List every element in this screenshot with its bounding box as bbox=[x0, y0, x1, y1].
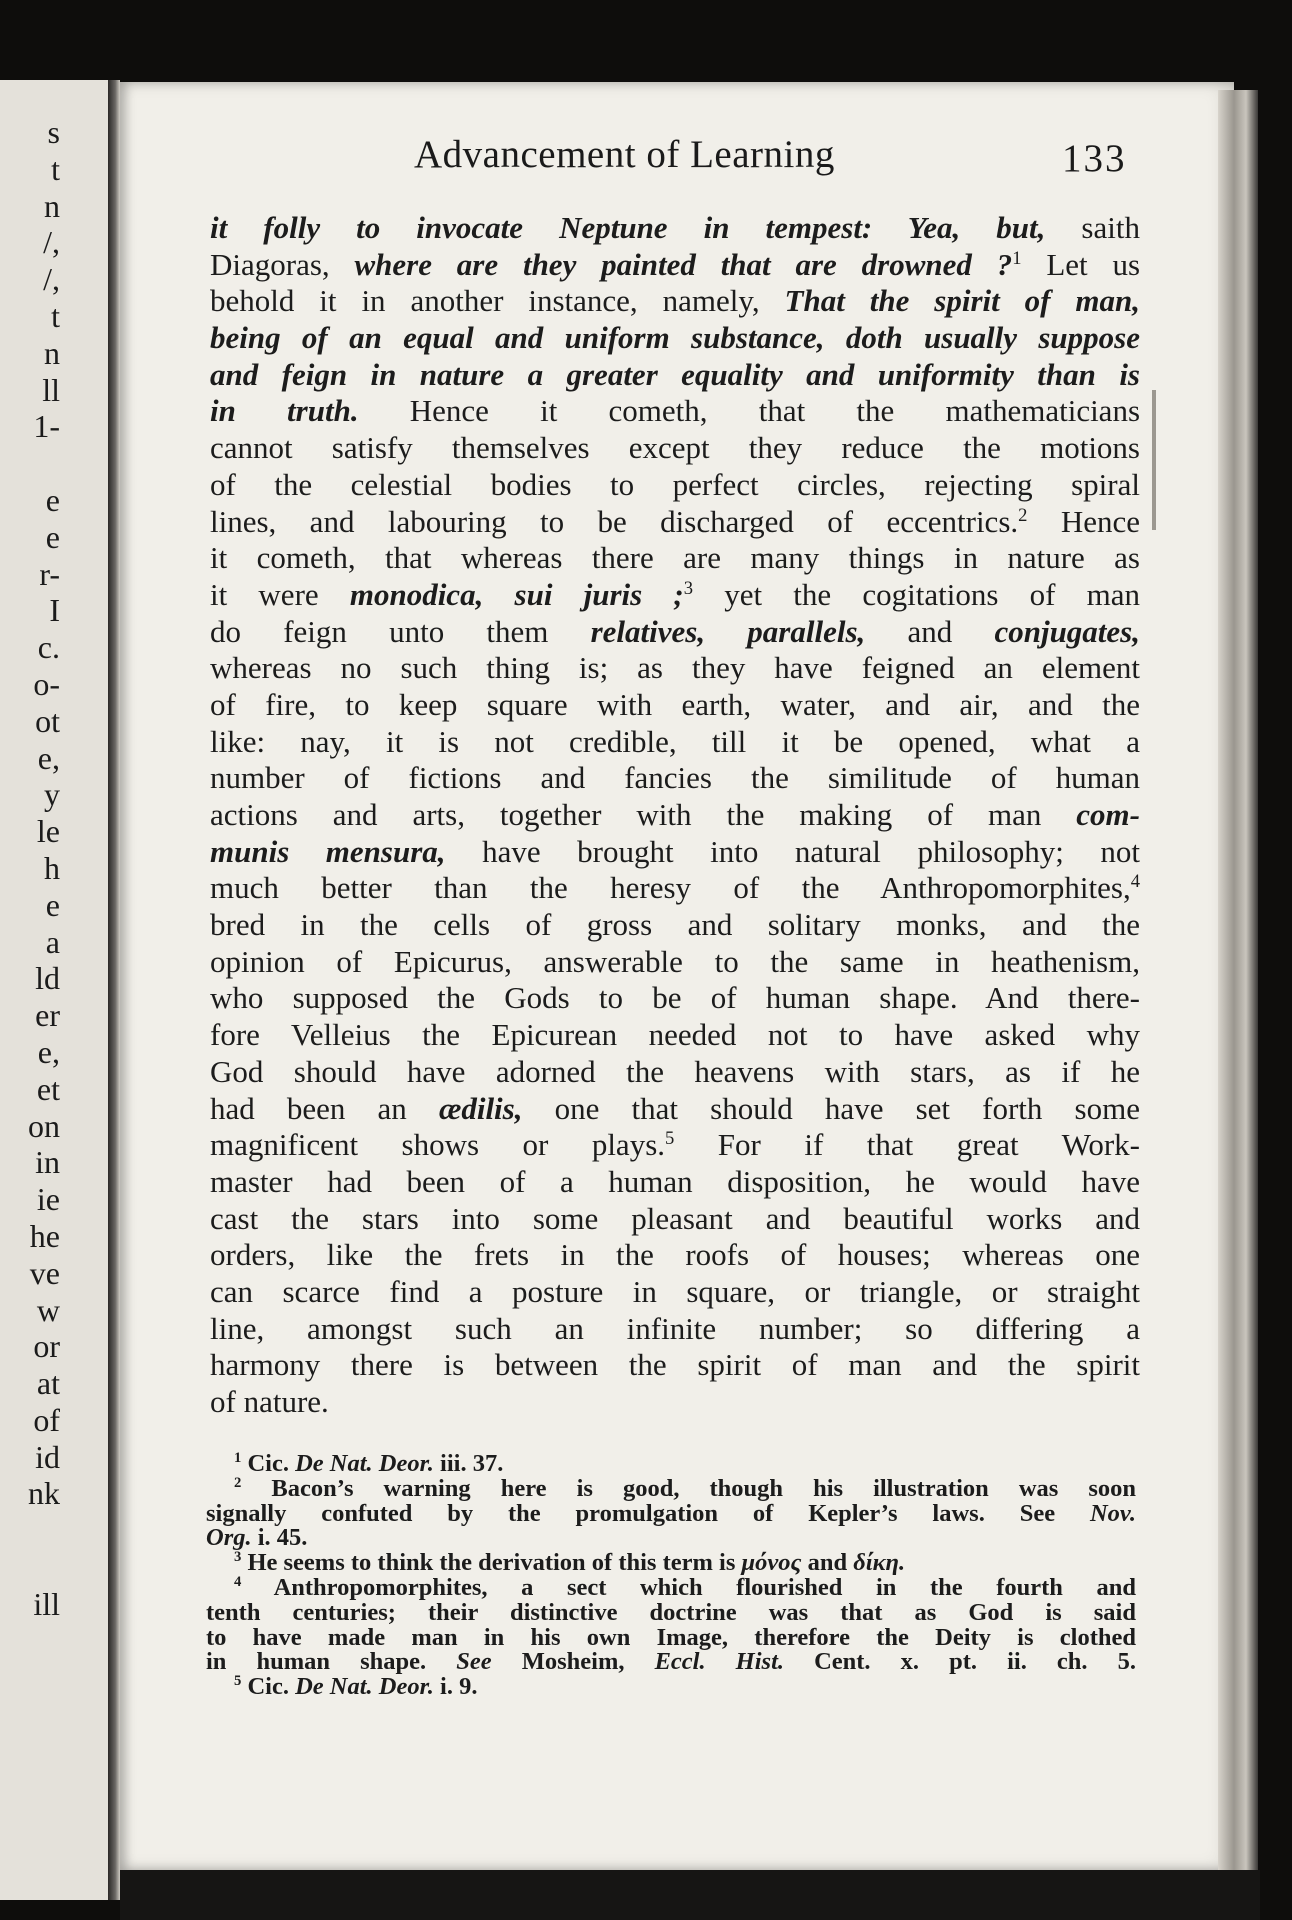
text-run: com- bbox=[1076, 797, 1140, 832]
text-line bbox=[210, 247, 1140, 284]
text-run: signally confuted by the promulgation of Kepler’s laws. See bbox=[206, 1501, 1090, 1527]
facing-page-line-fragment: s bbox=[47, 114, 60, 150]
text-line bbox=[210, 540, 1140, 577]
facing-page-line-fragment: /, bbox=[43, 261, 60, 298]
text-line bbox=[210, 944, 1140, 981]
facing-page-text-fragments bbox=[0, 114, 60, 1623]
facing-page-line-fragment: n bbox=[44, 187, 60, 224]
facing-page-line-fragment: at bbox=[36, 1365, 60, 1402]
footnote-line bbox=[206, 1626, 1136, 1651]
footnote-line bbox=[206, 1452, 1136, 1477]
facing-page-line-fragment: or bbox=[33, 1328, 60, 1365]
text-run: it cometh, that whereas there are many things in nature as bbox=[210, 540, 1140, 576]
text-run: behold it in another instance, namely, bbox=[210, 283, 785, 319]
text-run: i. 45. bbox=[251, 1526, 308, 1552]
text-run: master had been of a human disposition, he would have bbox=[210, 1163, 1140, 1199]
text-run: monodica, sui juris ; bbox=[349, 576, 684, 612]
facing-page-line-fragment: et bbox=[36, 1070, 60, 1107]
footnote-marker: 4 bbox=[234, 1575, 242, 1591]
text-run: much better than the heresy of the Anthropomorphites, bbox=[210, 870, 1131, 906]
facing-page-line-fragment: ot bbox=[35, 702, 60, 739]
facing-page-line-fragment: er bbox=[35, 997, 60, 1034]
facing-page-line-fragment: le bbox=[36, 813, 60, 850]
text-run: Cic. bbox=[241, 1675, 296, 1700]
facing-page-line-fragment: e bbox=[45, 481, 60, 518]
text-run: whereas no such thing is; as they have feigned an element bbox=[210, 650, 1140, 686]
footnote-marker: 3 bbox=[234, 1551, 242, 1566]
text-run: opinion of Epicurus, answerable to the same in heathenism, bbox=[210, 943, 1140, 979]
facing-page-line-fragment: ll bbox=[42, 371, 60, 408]
text-run: Bacon’s warning here is good, though his illustration was soon bbox=[241, 1476, 1136, 1502]
text-run: tenth centuries; their distinctive doctrine was that as God is said bbox=[206, 1600, 1136, 1626]
text-run: δίκη. bbox=[853, 1551, 906, 1576]
facing-page-line-fragment bbox=[0, 1549, 60, 1586]
facing-page-line-fragment: r- bbox=[39, 555, 60, 592]
text-run: That the spirit of man, bbox=[784, 283, 1140, 319]
footnotes bbox=[206, 1452, 1136, 1700]
text-run: it were bbox=[210, 576, 350, 612]
footnote-line bbox=[206, 1551, 1136, 1576]
text-line bbox=[210, 834, 1140, 871]
text-line bbox=[210, 320, 1140, 357]
text-run: of the celestial bodies to perfect circles, rejecting spiral bbox=[210, 466, 1140, 502]
facing-page-line-fragment: /, bbox=[43, 224, 60, 261]
running-head: Advancement of Learning bbox=[414, 133, 835, 176]
facing-page-line-fragment: n bbox=[44, 334, 60, 371]
footnote-line bbox=[206, 1502, 1136, 1527]
facing-page-line-fragment: h bbox=[44, 849, 60, 886]
text-run: being of an equal and uniform substance, doth usually suppose bbox=[210, 320, 1140, 356]
text-run: line, amongst such an infinite number; so differing a bbox=[210, 1310, 1140, 1346]
text-run: Eccl. Hist. bbox=[654, 1650, 784, 1676]
facing-page-line-fragment: y bbox=[44, 776, 60, 813]
text-run: De Nat. Deor. bbox=[295, 1452, 434, 1477]
text-run: in human shape. bbox=[206, 1650, 457, 1676]
text-run: have brought into natural philosophy; not bbox=[445, 833, 1140, 869]
footnote-line bbox=[206, 1601, 1136, 1626]
footnote-line bbox=[206, 1477, 1136, 1502]
text-run: like: nay, it is not credible, till it be opened, what a bbox=[210, 723, 1140, 759]
text-run: of nature. bbox=[210, 1384, 329, 1419]
text-run: one that should have set forth some bbox=[522, 1090, 1140, 1126]
facing-page-line-fragment: o- bbox=[33, 665, 60, 702]
text-line bbox=[210, 724, 1140, 761]
facing-page-line-fragment: e, bbox=[37, 1033, 60, 1070]
text-run: and feign in nature a greater equality and uniformity than is bbox=[210, 356, 1140, 392]
facing-page-line-fragment: c. bbox=[37, 629, 60, 666]
facing-page-line-fragment: he bbox=[29, 1217, 60, 1254]
text-run: number of fictions and fancies the similitude of human bbox=[210, 760, 1140, 796]
text-run: can scarce find a posture in square, or triangle, or straight bbox=[210, 1273, 1140, 1309]
footnote-marker: 5 bbox=[234, 1675, 242, 1690]
text-line bbox=[210, 1091, 1140, 1128]
text-line bbox=[210, 1127, 1140, 1164]
text-run: orders, like the frets in the roofs of houses; whereas one bbox=[210, 1237, 1140, 1273]
facing-page-line-fragment: I bbox=[49, 592, 60, 629]
text-run: bred in the cells of gross and solitary monks, and the bbox=[210, 907, 1140, 943]
facing-page-line-fragment: e, bbox=[37, 739, 60, 776]
text-line bbox=[210, 357, 1140, 394]
facing-page-line-fragment: ve bbox=[29, 1254, 60, 1291]
text-run: Org. bbox=[206, 1526, 252, 1552]
facing-page-line-fragment: of bbox=[33, 1401, 60, 1438]
text-line bbox=[210, 504, 1140, 541]
text-run: harmony there is between the spirit of man and the spirit bbox=[210, 1347, 1140, 1383]
text-run: ædilis, bbox=[438, 1090, 523, 1126]
text-run: Mosheim, bbox=[491, 1650, 655, 1676]
text-run: in truth. bbox=[210, 393, 359, 429]
text-run: Hence it cometh, that the mathematicians bbox=[358, 393, 1140, 429]
text-line bbox=[210, 1347, 1140, 1384]
text-line bbox=[210, 1274, 1140, 1311]
text-run: Cic. bbox=[241, 1452, 296, 1477]
text-run: saith bbox=[1045, 210, 1140, 245]
facing-page-line-fragment: w bbox=[36, 1291, 60, 1328]
footnote-marker: 1 bbox=[1012, 247, 1022, 269]
book-gutter bbox=[108, 80, 120, 1900]
text-run: relatives, parallels, bbox=[590, 613, 866, 649]
footnote-line bbox=[206, 1576, 1136, 1601]
page-stack-edge bbox=[1218, 90, 1258, 1870]
text-run: and bbox=[801, 1551, 854, 1576]
text-line bbox=[210, 1237, 1140, 1274]
text-run: where are they painted that are drowned ? bbox=[354, 246, 1013, 282]
text-run: munis mensura, bbox=[210, 833, 446, 869]
footnote-marker: 4 bbox=[1130, 871, 1140, 893]
facing-page-line-fragment: ie bbox=[36, 1181, 60, 1218]
facing-page-line-fragment bbox=[0, 1512, 60, 1549]
text-run: to have made man in his own Image, therefore the Deity is clothed bbox=[206, 1625, 1136, 1651]
text-line bbox=[210, 797, 1140, 834]
facing-page-line-fragment: e bbox=[45, 886, 60, 923]
text-run: i. 9. bbox=[433, 1675, 478, 1700]
footnote-marker: 2 bbox=[234, 1476, 242, 1491]
text-run: actions and arts, together with the making of man bbox=[210, 797, 1077, 832]
text-line bbox=[210, 614, 1140, 651]
text-line bbox=[210, 687, 1140, 724]
footnote-line bbox=[206, 1526, 1136, 1551]
text-line bbox=[210, 430, 1140, 467]
facing-page-line-fragment: in bbox=[35, 1144, 60, 1181]
text-line bbox=[210, 980, 1140, 1017]
scan-bottom-border bbox=[120, 1870, 1260, 1920]
text-line bbox=[210, 1017, 1140, 1054]
facing-page-line-fragment bbox=[0, 445, 60, 482]
text-run: Anthropomorphites, a sect which flourished in the fourth and bbox=[241, 1575, 1136, 1601]
facing-page-line-fragment: e bbox=[45, 518, 60, 555]
text-run: fore Velleius the Epicurean needed not to have asked why bbox=[210, 1017, 1140, 1053]
text-run: cannot satisfy themselves except they reduce the motions bbox=[210, 430, 1140, 466]
text-run: it folly to invocate Neptune in tempest: Yea, but, bbox=[210, 210, 1046, 245]
facing-page-line-fragment: 1- bbox=[33, 408, 60, 445]
text-run: had been an bbox=[210, 1090, 439, 1126]
text-run: conjugates, bbox=[994, 613, 1140, 649]
text-run: cast the stars into some pleasant and beautiful works and bbox=[210, 1200, 1140, 1236]
facing-page-line-fragment: on bbox=[28, 1107, 60, 1144]
text-line bbox=[210, 760, 1140, 797]
footnote-line bbox=[206, 1650, 1136, 1675]
footnote-marker: 5 bbox=[665, 1128, 675, 1150]
text-line bbox=[210, 210, 1140, 247]
facing-page-line-fragment: t bbox=[51, 297, 60, 334]
text-run: who supposed the Gods to be of human shape. And there- bbox=[210, 980, 1140, 1016]
text-run: Hence bbox=[1027, 503, 1140, 539]
facing-page-line-fragment: id bbox=[35, 1438, 60, 1475]
text-line bbox=[210, 907, 1140, 944]
margin-mark bbox=[1152, 390, 1156, 530]
text-line bbox=[210, 393, 1140, 430]
text-run: Let us bbox=[1021, 246, 1140, 282]
facing-page-line-fragment: ld bbox=[35, 960, 60, 997]
text-run: God should have adorned the heavens with stars, as if he bbox=[210, 1053, 1140, 1089]
text-line bbox=[210, 577, 1140, 614]
text-line bbox=[210, 1384, 1140, 1421]
text-run: See bbox=[456, 1650, 492, 1676]
text-run: yet the cogitations of man bbox=[693, 576, 1140, 612]
text-line bbox=[210, 283, 1140, 320]
facing-page-line-fragment: a bbox=[45, 923, 60, 960]
text-line bbox=[210, 1054, 1140, 1091]
footnote-marker: 3 bbox=[683, 577, 694, 599]
text-line bbox=[210, 467, 1140, 504]
body-text bbox=[210, 210, 1140, 1421]
text-run: do feign unto them bbox=[210, 613, 591, 649]
text-run: Cent. x. pt. ii. ch. 5. bbox=[784, 1650, 1136, 1676]
text-run: magnificent shows or plays. bbox=[210, 1127, 666, 1163]
facing-page-line-fragment: nk bbox=[28, 1475, 60, 1512]
text-line bbox=[210, 1311, 1140, 1348]
text-run: De Nat. Deor. bbox=[295, 1675, 434, 1700]
text-run: μόνος bbox=[741, 1551, 802, 1576]
footnote-line bbox=[206, 1675, 1136, 1700]
facing-page-line-fragment: ill bbox=[33, 1585, 60, 1622]
text-line bbox=[210, 870, 1140, 907]
footnote-marker: 1 bbox=[234, 1452, 242, 1467]
text-run: iii. 37. bbox=[433, 1452, 504, 1477]
text-run: For if that great Work- bbox=[674, 1127, 1140, 1163]
text-run: of fire, to keep square with earth, water, and air, and the bbox=[210, 686, 1140, 722]
page-number: 133 bbox=[1062, 137, 1127, 180]
text-run: He seems to think the derivation of this term is bbox=[241, 1551, 742, 1576]
text-run: lines, and labouring to be discharged of eccentrics. bbox=[210, 503, 1019, 539]
text-line bbox=[210, 1164, 1140, 1201]
text-line bbox=[210, 650, 1140, 687]
text-run: Nov. bbox=[1089, 1501, 1136, 1527]
text-run: and bbox=[865, 613, 995, 649]
text-line bbox=[210, 1201, 1140, 1238]
footnote-marker: 2 bbox=[1018, 504, 1028, 526]
facing-page-line-fragment: t bbox=[51, 150, 60, 187]
text-run: Diagoras, bbox=[210, 246, 355, 282]
